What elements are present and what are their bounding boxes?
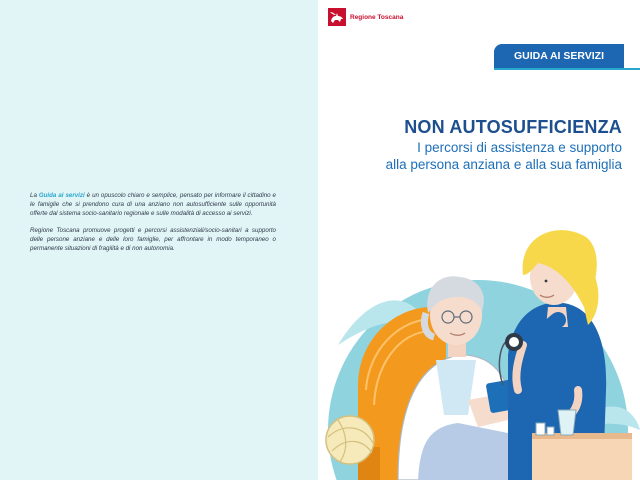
- intro-p1-rest: è un opuscolo chiaro e semplice, pensato per informare il cittadino e le famiglie che si prendono cura di una anziano non autosufficiente sulle opportunità offerte dal sistema socio-sanitario regionale e sulle modalità di accesso ai servizi.: [30, 192, 276, 217]
- guide-tab: GUIDA AI SERVIZI: [494, 44, 624, 68]
- cover-subtitle-line-1: I percorsi di assistenza e supporto: [417, 140, 622, 155]
- wool-ball-icon: [326, 416, 374, 464]
- intro-paragraph-2: Regione Toscana promuove progetti e percorsi assistenziali/socio-sanitari a supporto delle persone anziane e delle loro famiglie, per affrontare in modo temporaneo o permanente situazioni di fragilità e di non autonomia.: [30, 227, 276, 252]
- guide-tab-underline: [494, 68, 640, 70]
- pill-bottle-icon: [536, 423, 545, 435]
- caregiver-illustration: [318, 215, 640, 480]
- cover-page: [318, 0, 640, 480]
- side-table: [532, 437, 632, 480]
- intro-text: [30, 191, 276, 261]
- left-page: [0, 0, 318, 480]
- cover-subtitle-line-2: alla persona anziana e alla sua famiglia: [385, 157, 622, 172]
- cover-subtitle: [386, 139, 622, 173]
- regione-toscana-logo: [328, 6, 408, 28]
- logo-text: Regione Toscana: [350, 13, 404, 21]
- cover-title: NON AUTOSUFFICIENZA: [404, 117, 622, 137]
- intro-paragraph-1: [30, 191, 276, 218]
- pegasus-logo-icon: [328, 8, 346, 26]
- intro-p1-start: La: [30, 192, 39, 199]
- water-glass-icon: [558, 410, 576, 435]
- intro-highlight: Guida ai servizi: [38, 192, 85, 199]
